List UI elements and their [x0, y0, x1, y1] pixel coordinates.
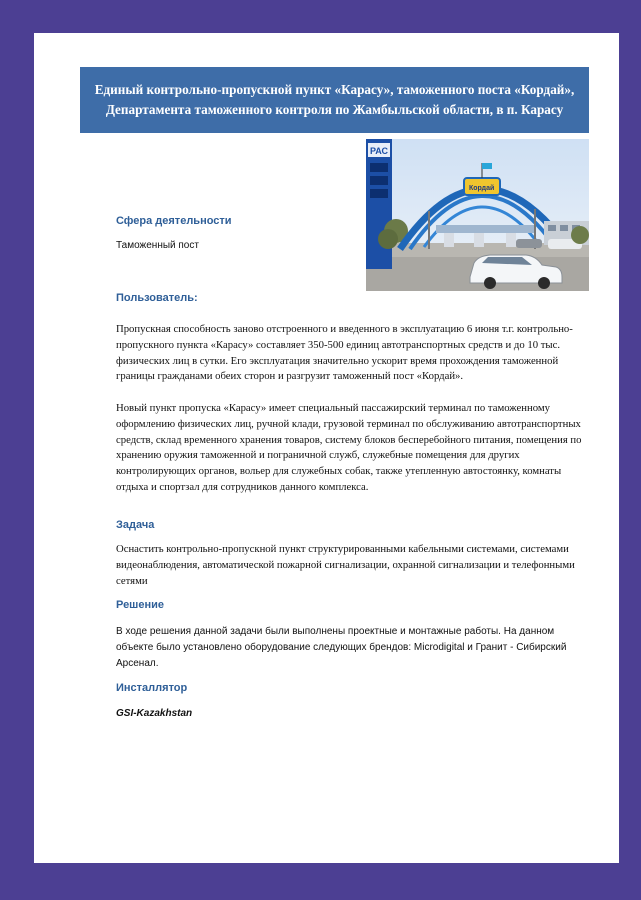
- checkpoint-photo: [366, 139, 589, 291]
- page-title-banner: [80, 67, 589, 133]
- user-paragraph-1: Пропускная способность заново отстроенного и введенного в эксплуатацию 6 июня т.г. контрольно-пропускного пункта «Карасу» составляет 350-500 единиц автотранспортных средств и до 10 тыс. физических лиц в сутки. Его эксплуатация значительно ускорит время прохождения таможенной границы гражданами обеих сторон и разгрузит таможенный пост «Кордай».: [116, 323, 573, 383]
- scope-body: Таможенный пост: [116, 240, 199, 251]
- user-heading: Пользователь:: [116, 292, 198, 304]
- arch-sign-text: Кордай: [469, 185, 495, 192]
- solution-body: В ходе решения данной задачи были выполнены проектные и монтажные работы. На данном объекте было установлено оборудование следующих брендов: Microdigital и Гранит - Сибирский Арсенал.: [116, 626, 567, 669]
- installer-heading: Инсталлятор: [116, 682, 188, 694]
- task-heading: Задача: [116, 519, 155, 531]
- solution-heading: Решение: [116, 599, 164, 611]
- page-title: Единый контрольно-пропускной пункт «Карасу», таможенного поста «Кордай», Департамента таможенного контроля по Жамбыльской области, в п. Карасу: [94, 82, 575, 117]
- scope-heading: Сфера деятельности: [116, 215, 232, 227]
- sign-text: РАС: [370, 146, 388, 156]
- task-body: Оснастить контрольно-пропускной пункт структурированными кабельными системами, системами видеонаблюдения, автоматической пожарной сигнализации, охранной сигнализации и телефонными сетями: [116, 543, 575, 587]
- user-paragraph-2: Новый пункт пропуска «Карасу» имеет специальный пассажирский терминал по таможенному оформлению физических лиц, ручной клади, грузовой терминал по обслуживанию автотранспортных средств, склад временного хранения товаров, систему блоков бесперебойного питания, помещения по хранению оружия таможенной и пограничной служб, служебные помещения для других контролирующих органов, вольер для служебных собак, также утепленную автостоянку, комнаты отдыха и спортзал для сотрудников данного комплекса.: [116, 402, 582, 493]
- document-page: [34, 33, 619, 863]
- installer-name: GSI-Kazakhstan: [116, 708, 193, 719]
